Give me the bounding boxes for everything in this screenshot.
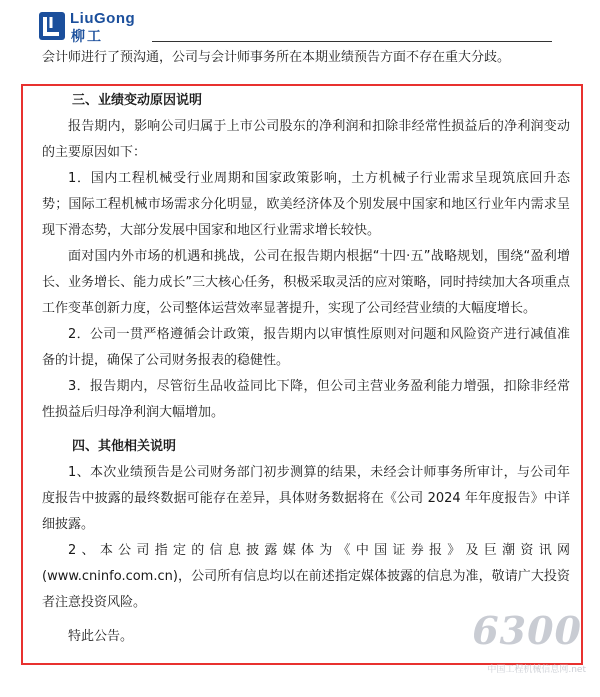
company-logo — [38, 9, 158, 43]
section3-item-1-continued: 面对国内外市场的机遇和挑战，公司在报告期内根据“十四·五”战略规划，围绕“盈利增长、业务增长、能力成长”三大核心任务，积极采取灵活的应对策略，同时持续加大各项重点工作变革创新力度，公司整体运营效率显著提升，实现了公司经营业绩的大幅度增长。 — [42, 249, 570, 316]
section3-item-2: 2．公司一贯严格遵循会计政策，报告期内以审慎性原则对问题和风险资产进行减值准备的计提，确保了公司财务报表的稳健性。 — [42, 327, 570, 368]
section3-heading: 三、业绩变动原因说明 — [72, 93, 203, 108]
section4-heading: 四、其他相关说明 — [72, 439, 177, 454]
liugong-logo-icon — [38, 11, 66, 41]
section3-item-3: 3．报告期内，尽管衍生品收益同比下降，但公司主营业务盈利能力增强，扣除非经常性损益后归母净利润大幅增加。 — [42, 379, 570, 420]
site-watermark — [462, 606, 600, 691]
watermark-domain: .net — [568, 665, 586, 675]
section4-item-2: 2、本公司指定的信息披露媒体为《中国证券报》及巨潮资讯网(www.cninfo.com.cn)，公司所有信息均以在前述指定媒体披露的信息为准，敬请广大投资者注意投资风险。 — [42, 543, 570, 610]
top-continuation-text: 会计师进行了预沟通，公司与会计师事务所在本期业绩预告方面不存在重大分歧。 — [42, 50, 511, 65]
section4-item-1: 1、本次业绩预告是公司财务部门初步测算的结果，未经会计师事务所审计，与公司年度报告中披露的最终数据可能存在差异，具体财务数据将在《公司 2024 年年度报告》中详细披露。 — [42, 465, 570, 532]
logo-chinese-text: 柳工 — [71, 29, 103, 45]
section3-intro: 报告期内，影响公司归属于上市公司股东的净利润和扣除非经常性损益后的净利润变动的主要原因如下： — [42, 119, 570, 160]
document-body — [42, 88, 570, 650]
header-divider — [152, 41, 552, 42]
closing-statement: 特此公告。 — [68, 629, 134, 644]
logo-english-text: LiuGong — [70, 10, 136, 27]
section3-item-1: 1．国内工程机械受行业周期和国家政策影响，土方机械子行业需求呈现筑底回升态势；国际工程机械市场需求分化明显，欧美经济体及个别发展中国家和地区行业年内需求呈现下滑态势，大部分发展中国家和地区行业需求增长较快。 — [42, 171, 570, 238]
watermark-site-name — [487, 662, 586, 675]
watermark-number: 6300 — [472, 608, 582, 653]
watermark-site-text: 中国工程机械信息网 — [487, 665, 569, 675]
